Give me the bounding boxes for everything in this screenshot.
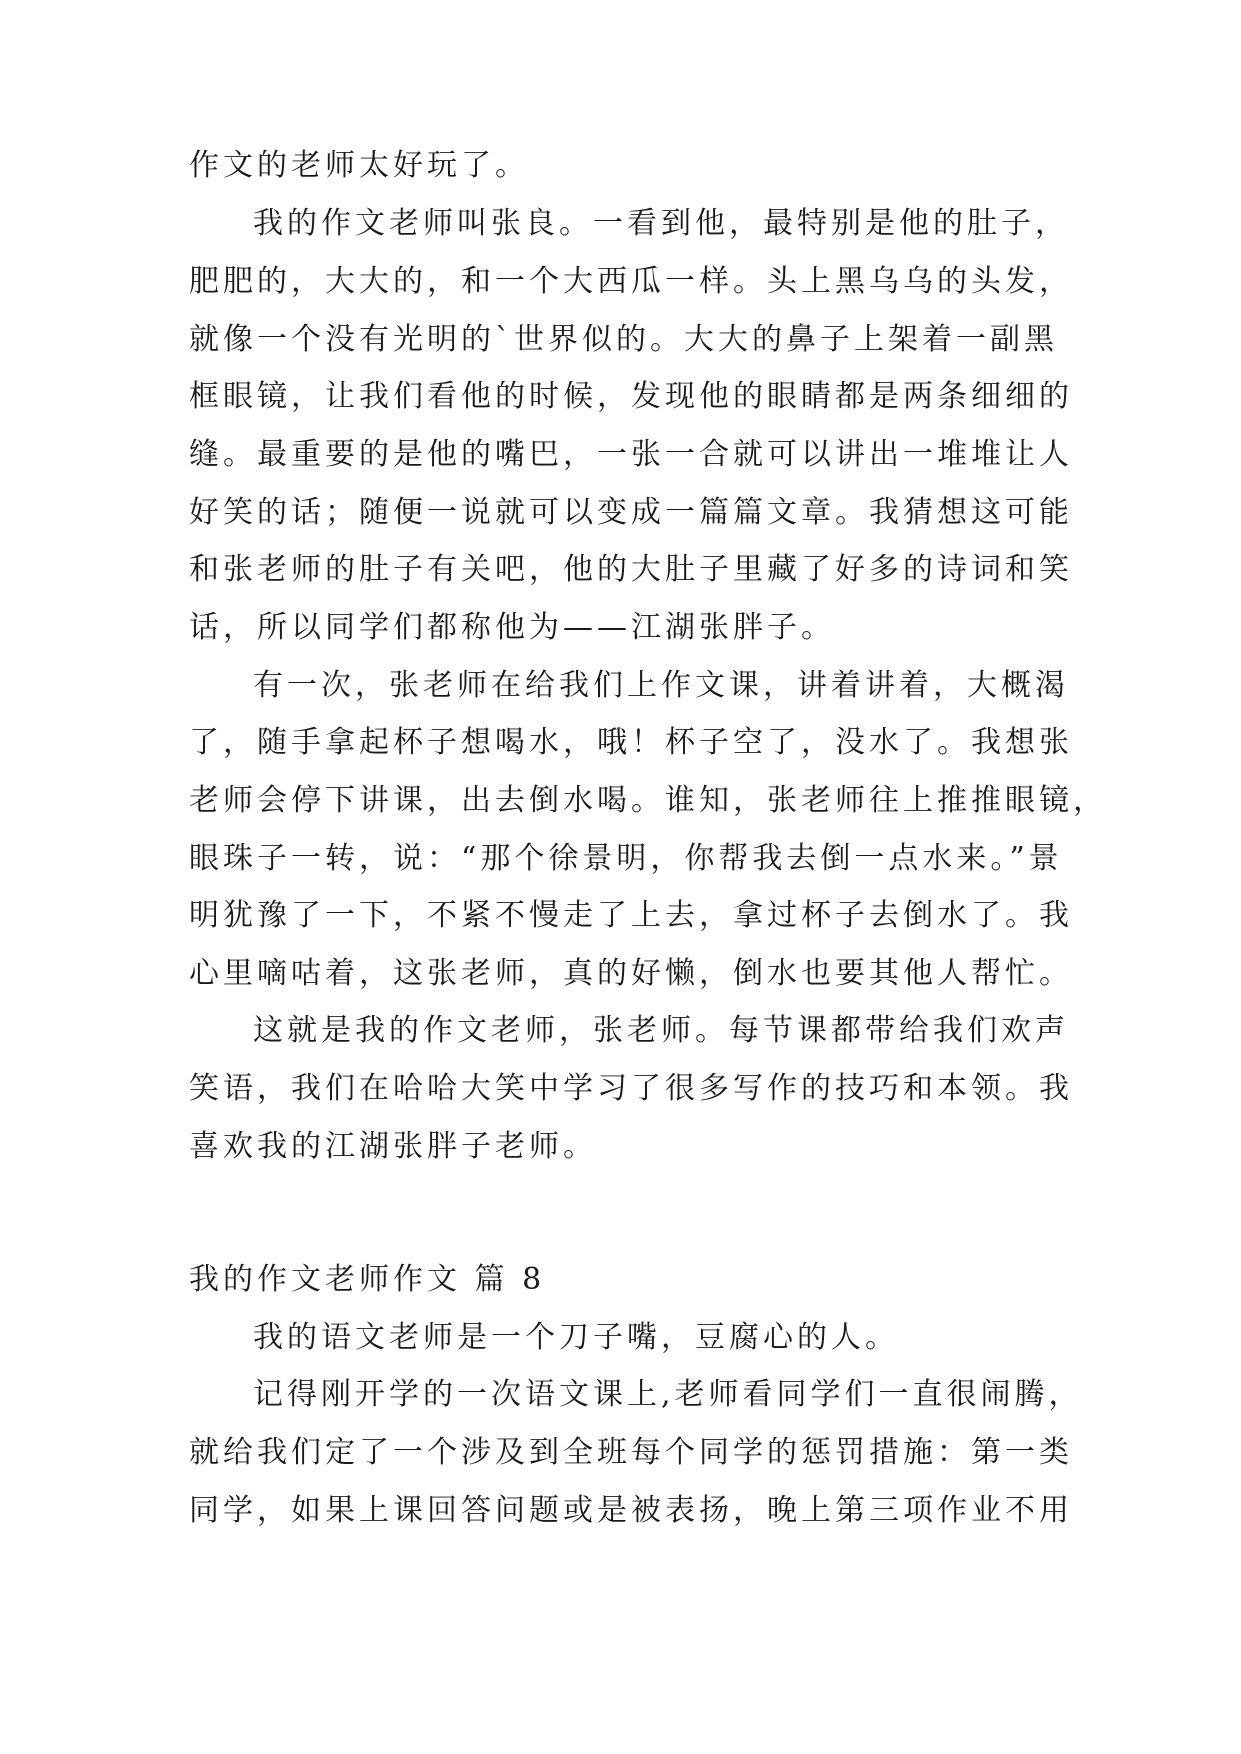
paragraph-line: 笑语，我们在哈哈大笑中学习了很多写作的技巧和本领。我 [189,1071,1073,1106]
paragraph-line: 了，随手拿起杯子想喝水，哦！杯子空了，没水了。我想张 [189,725,1073,760]
paragraph-line: 我的作文老师叫张良。一看到他，最特别是他的肚子， [253,206,1069,241]
paragraph-line: 和张老师的肚子有关吧，他的大肚子里藏了好多的诗词和笑 [189,552,1073,587]
paragraph-line: 缝。最重要的是他的嘴巴，一张一合就可以讲出一堆堆让人 [189,437,1073,472]
paragraph-line: 我的语文老师是一个刀子嘴，豆腐心的人。 [253,1320,899,1355]
paragraph-line: 心里嘀咕着，这张老师，真的好懒，倒水也要其他人帮忙。 [189,956,1073,991]
paragraph-line: 喜欢我的江湖张胖子老师。 [189,1129,597,1164]
paragraph-line: 框眼镜，让我们看他的时候，发现他的眼睛都是两条细细的 [189,379,1073,414]
paragraph-line: 就给我们定了一个涉及到全班每个同学的惩罚措施：第一类 [189,1435,1073,1470]
paragraph-line: 记得刚开学的一次语文课上,老师看同学们一直很闹腾， [253,1377,1083,1412]
paragraph-line: 同学，如果上课回答问题或是被表扬，晚上第三项作业不用 [189,1493,1073,1528]
paragraph-line: 话，所以同学们都称他为——江湖张胖子。 [189,610,835,645]
paragraph-line: 好笑的话；随便一说就可以变成一篇篇文章。我猜想这可能 [189,495,1073,530]
paragraph-line: 眼珠子一转，说：“那个徐景明，你帮我去倒一点水来。”景 [189,841,1063,876]
paragraph-line: 作文的老师太好玩了。 [189,148,529,183]
section-heading: 我的作文老师作文 篇 8 [189,1262,546,1297]
paragraph-line: 明犹豫了一下，不紧不慢走了上去，拿过杯子去倒水了。我 [189,898,1073,933]
paragraph-line: 就像一个没有光明的`世界似的。大大的鼻子上架着一副黑 [189,322,1058,357]
paragraph-line: 老师会停下讲课，出去倒水喝。谁知，张老师往上推推眼镜， [189,783,1107,818]
paragraph-line: 肥肥的，大大的，和一个大西瓜一样。头上黑乌乌的头发， [189,264,1073,299]
paragraph-line: 有一次，张老师在给我们上作文课，讲着讲着，大概渴 [253,668,1069,703]
paragraph-line: 这就是我的作文老师，张老师。每节课都带给我们欢声 [253,1013,1069,1048]
